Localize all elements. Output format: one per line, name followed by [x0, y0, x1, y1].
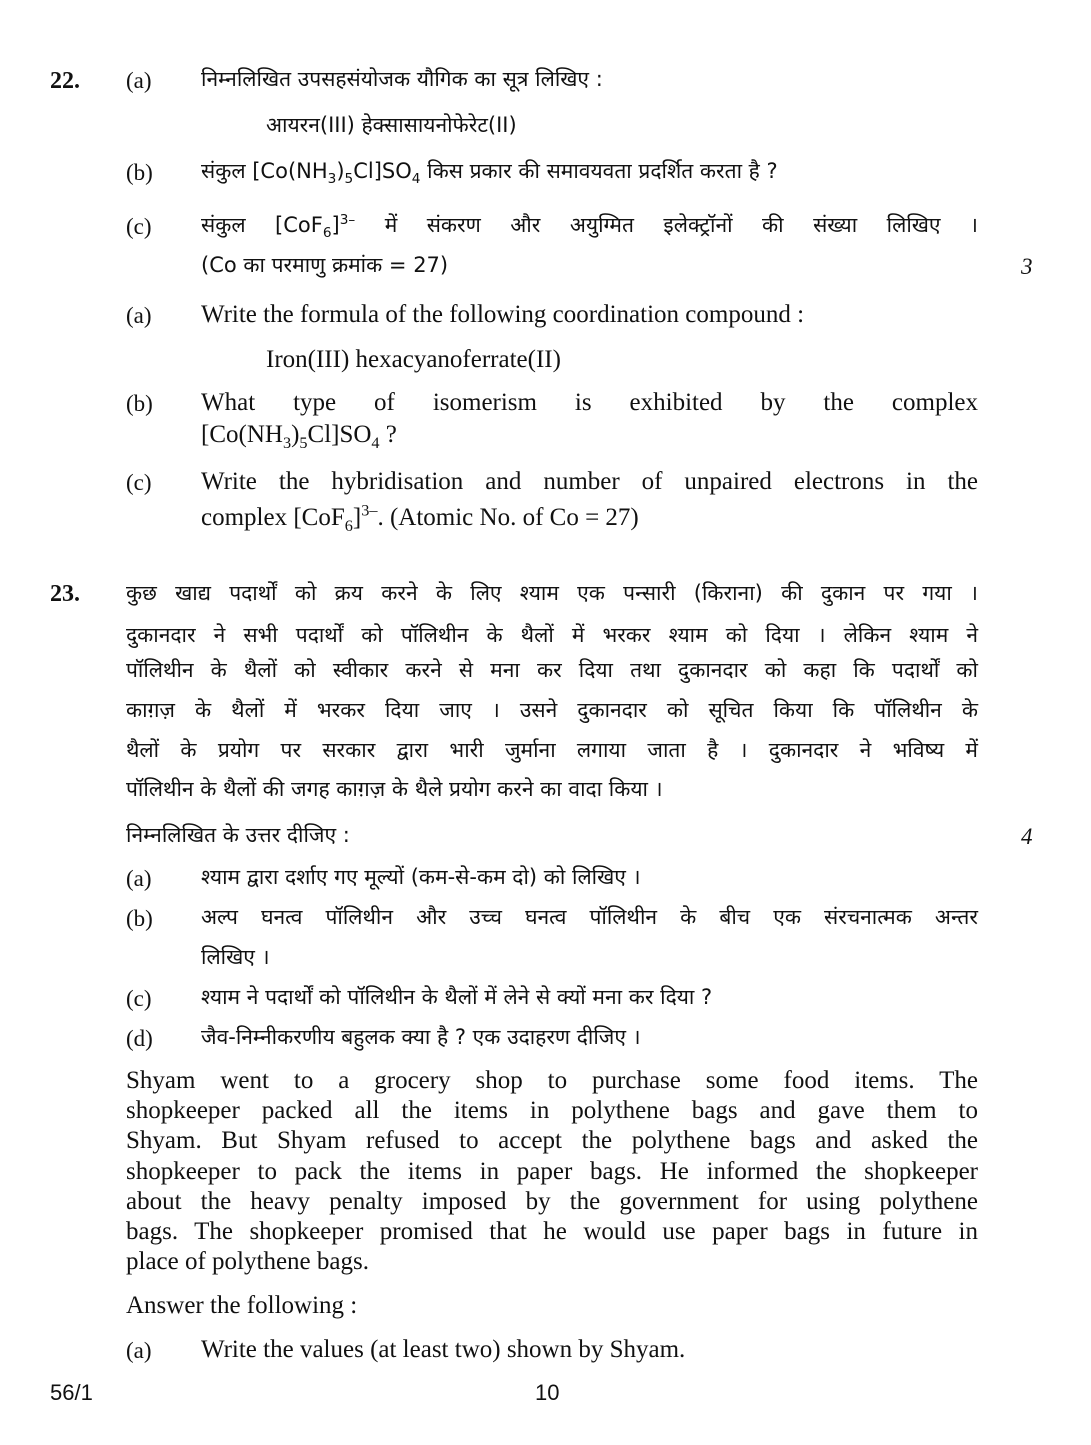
q23-hi-item-a-text: श्याम द्वारा दर्शाए गए मूल्यों (कम-से-कम दो) को लिखिए । — [201, 865, 641, 889]
q23-en-para-line-4: shopkeeper to pack the items in paper bags. He informed the shopkeeper — [126, 1158, 978, 1185]
q22-hi-a-label: (a) — [126, 68, 152, 93]
q23-en-item-a-label: (a) — [126, 1338, 152, 1363]
q23-hi-para-line-3: पॉलिथीन के थैलों को स्वीकार करने से मना कर दिया तथा दुकानदार को कहा कि पदार्थों को — [126, 658, 978, 682]
question-number-23: 23. — [50, 581, 80, 607]
q23-en-para-line-7: place of polythene bags. — [126, 1248, 369, 1275]
q22-hi-a-compound: आयरन(III) हेक्सासायनोफेरेट(II) — [266, 113, 517, 137]
q23-en-para-line-1: Shyam went to a grocery shop to purchase some food items. The — [126, 1067, 978, 1094]
q22-hi-a-text: निम्नलिखित उपसहसंयोजक यौगिक का सूत्र लिखिए : — [201, 67, 603, 91]
q23-hi-item-c-label: (c) — [126, 986, 152, 1011]
q23-hi-para-line-2: दुकानदार ने सभी पदार्थों को पॉलिथीन के थैलों में भरकर श्याम को दिया । लेकिन श्याम ने — [126, 623, 978, 647]
q22-hi-b-label: (b) — [126, 160, 153, 185]
q22-en-a-compound: Iron(III) hexacyanoferrate(II) — [266, 346, 561, 373]
q22-hi-c-text: संकुल $[CoF_6]^{3-}$ में संकरण और अयुग्मित इलेक्ट्रॉनों की संख्या लिखिए । — [201, 212, 978, 242]
q22-hi-c-line2: (Co का परमाणु क्रमांक = 27) — [201, 253, 449, 277]
q23-hi-item-b-label: (b) — [126, 906, 153, 931]
q22-en-a-label: (a) — [126, 303, 152, 328]
q23-hi-item-d-text: जैव-निम्नीकरणीय बहुलक क्या है ? एक उदाहरण दीजिए । — [201, 1025, 641, 1049]
q23-en-para-line-5: about the heavy penalty imposed by the government for using polythene — [126, 1188, 978, 1215]
q22-en-b-label: (b) — [126, 391, 153, 416]
q23-hi-para-line-1: कुछ खाद्य पदार्थों को क्रय करने के लिए श्याम एक पन्सारी (किराना) की दुकान पर गया । — [126, 581, 978, 605]
q22-en-c-line1: Write the hybridisation and number of unpaired electrons in the — [201, 468, 978, 495]
q22-en-a-text: Write the formula of the following coordination compound : — [201, 301, 805, 328]
q22-en-b-line1: What type of isomerism is exhibited by the complex — [201, 389, 978, 416]
q23-hi-item-c-text: श्याम ने पदार्थों को पॉलिथीन के थैलों में लेने से क्यों मना कर दिया ? — [201, 985, 713, 1009]
q23-en-answer-prompt: Answer the following : — [126, 1292, 358, 1319]
q23-hi-answer-prompt: निम्नलिखित के उत्तर दीजिए : — [126, 823, 350, 847]
q23-en-para-line-3: Shyam. But Shyam refused to accept the polythene bags and asked the — [126, 1127, 978, 1154]
q23-hi-para-line-6: पॉलिथीन के थैलों की जगह काग़ज़ के थैले प्रयोग करने का वादा किया । — [126, 777, 663, 801]
q22-en-b-formula: $[Co(NH_3)_5Cl]SO_4$ ? — [201, 421, 397, 452]
q23-hi-item-b-text2: लिखिए । — [201, 945, 270, 969]
q22-hi-b-text: संकुल $[Co(NH_3)_5Cl]SO_4$ किस प्रकार की समावयवता प्रदर्शित करता है ? — [201, 159, 778, 188]
q23-en-para-line-6: bags. The shopkeeper promised that he would use paper bags in future in — [126, 1218, 978, 1245]
q22-marks: 3 — [1021, 254, 1033, 279]
q23-hi-para-line-5: थैलों के प्रयोग पर सरकार द्वारा भारी जुर्माना लगाया जाता है । दुकानदार ने भविष्य में — [126, 738, 978, 762]
q23-en-para-line-2: shopkeeper packed all the items in polythene bags and gave them to — [126, 1097, 978, 1124]
q23-hi-para-line-4: काग़ज़ के थैलों में भरकर दिया जाए । उसने दुकानदार को सूचित किया कि पॉलिथीन के — [126, 698, 978, 722]
q23-marks: 4 — [1021, 824, 1033, 849]
q22-en-c-line2: complex $[CoF_6]^{3-}$. (Atomic No. of Co = 27) — [201, 501, 639, 535]
paper-code: 56/1 — [50, 1380, 93, 1405]
q22-hi-c-label: (c) — [126, 214, 152, 239]
q23-en-item-a-text: Write the values (at least two) shown by Shyam. — [201, 1336, 686, 1363]
q23-hi-item-a-label: (a) — [126, 866, 152, 891]
q23-hi-item-d-label: (d) — [126, 1026, 153, 1051]
q22-en-c-label: (c) — [126, 470, 152, 495]
q23-hi-item-b-text: अल्प घनत्व पॉलिथीन और उच्च घनत्व पॉलिथीन के बीच एक संरचनात्मक अन्तर — [201, 905, 978, 929]
page-number: 10 — [535, 1380, 560, 1405]
question-number-22: 22. — [50, 68, 80, 94]
